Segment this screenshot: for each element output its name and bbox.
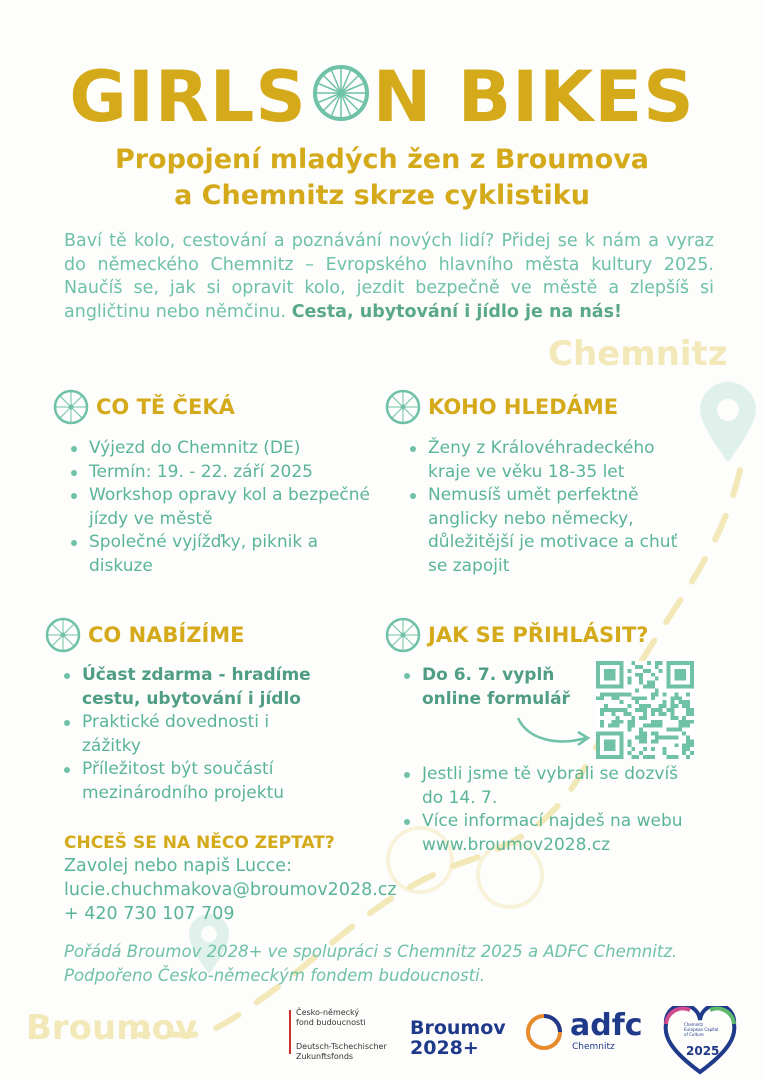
chemnitz-logo-text: Chemnitz European Capital of Culture (684, 1022, 719, 1037)
list-item: Společné vyjížďky, piknik a diskuze (65, 531, 319, 578)
list-item: Jestli jsme tě vybrali se dozvíš do 14. 7. (398, 763, 702, 810)
title-part-bikes: N BIKES (372, 55, 695, 138)
registration-qr-code[interactable] (596, 661, 694, 759)
list-we-offer (58, 664, 348, 805)
list-item: Ženy z Královéhradeckého kraje ve věku 18-35 let (404, 437, 694, 484)
adfc-logo-text: adfc (570, 1008, 643, 1043)
list-item: Nemusíš umět perfektně anglicky nebo německy, důležitější je motivace a chuť se zapojit (404, 484, 694, 578)
section-heading-label: CO NABÍZÍME (88, 623, 245, 647)
contact-block (64, 854, 397, 926)
list-what-awaits (65, 437, 385, 578)
list-item: Workshop opravy kol a bezpečné jízdy ve městě (65, 484, 379, 531)
section-heading-how-to-apply (384, 616, 648, 654)
list-item: Praktické dovednosti i zážitky (58, 711, 312, 758)
broumov-logo-line2: 2028+ (410, 1037, 479, 1059)
list-item: Výjezd do Chemnitz (DE) (65, 437, 385, 461)
arrow-to-qr-icon (514, 712, 594, 752)
subtitle-line-2: a Chemnitz skrze cyklistiku (174, 180, 590, 211)
contact-line: Zavolej nebo napiš Lucce: (64, 856, 292, 876)
intro-text: Baví tě kolo, cestování a poznávání nových lidí? Přidej se k nám a vyraz do německého Chemnitz – Evropského hlavního města kultury 2025. Naučíš se, jak si opravit kolo, jezdit bezpečně ve městě a zlepšíš si angličtinu nebo němčinu. (64, 231, 714, 322)
apply-deadline: Do 6. 7. vyplň online formulář (398, 664, 588, 711)
footer-credits: Pořádá Broumov 2028+ ve spolupráci s Chemnitz 2025 a ADFC Chemnitz. Podpořeno Česko-německým fondem budoucnosti. (64, 942, 678, 985)
subtitle-line-1: Propojení mladých žen z Broumova (114, 144, 650, 175)
section-heading-what-awaits (52, 388, 235, 426)
broumov-logo-line1: Broumov (410, 1017, 506, 1039)
section-heading-label: CO TĚ ČEKÁ (96, 395, 235, 419)
contact-heading: CHCEŠ SE NA NĚCO ZEPTAT? (64, 833, 335, 853)
broumov-2028-logo (410, 1018, 506, 1058)
fund-name-cz: Česko-německý fond budoucnosti (296, 1008, 366, 1027)
title-part-girls: GIRLS (69, 55, 307, 138)
heart-icon (660, 1006, 740, 1076)
bike-wheel-icon (311, 63, 371, 123)
list-item: Termín: 19. - 22. září 2025 (65, 461, 385, 485)
section-heading-we-offer (44, 616, 245, 654)
list-who-we-seek (404, 437, 694, 578)
section-heading-label: KOHO HLEDÁME (428, 395, 619, 419)
list-how-to-apply (398, 763, 728, 857)
subtitle (0, 142, 764, 214)
adfc-logo (524, 1010, 644, 1054)
fund-mark-icon (286, 1010, 294, 1054)
map-pin-icon (696, 380, 760, 464)
fund-name-de: Deutsch-Tschechischer Zukunftsfonds (296, 1042, 387, 1061)
chemnitz-logo-year: 2025 (686, 1044, 720, 1058)
list-item: Účast zdarma - hradíme cestu, ubytování i jídlo (58, 664, 352, 711)
bike-wheel-icon (52, 388, 90, 426)
bike-wheel-icon (384, 388, 422, 426)
background-city-broumov: Broumov (26, 1008, 198, 1048)
intro-highlight: Cesta, ubytování i jídlo je na nás! (291, 301, 622, 322)
chemnitz-capital-logo (660, 1006, 740, 1076)
adfc-logo-sub: Chemnitz (572, 1042, 615, 1052)
list-apply-deadline (398, 664, 588, 711)
section-heading-who-we-seek (384, 388, 618, 426)
adfc-ring-icon (524, 1012, 564, 1052)
list-item: Příležitost být součástí mezinárodního projektu (58, 758, 352, 805)
bike-wheel-icon (44, 616, 82, 654)
intro-paragraph (64, 230, 714, 324)
background-city-chemnitz: Chemnitz (548, 334, 728, 374)
list-item: Více informací najdeš na webu www.broumov2028.cz (398, 810, 722, 857)
section-heading-label: JAK SE PŘIHLÁSIT? (428, 623, 649, 647)
fund-logo (296, 1008, 406, 1062)
bike-wheel-icon (384, 616, 422, 654)
contact-phone-link[interactable]: + 420 730 107 709 (64, 904, 235, 924)
page-title (0, 52, 764, 137)
contact-email-link[interactable]: lucie.chuchmakova@broumov2028.cz (64, 880, 397, 900)
